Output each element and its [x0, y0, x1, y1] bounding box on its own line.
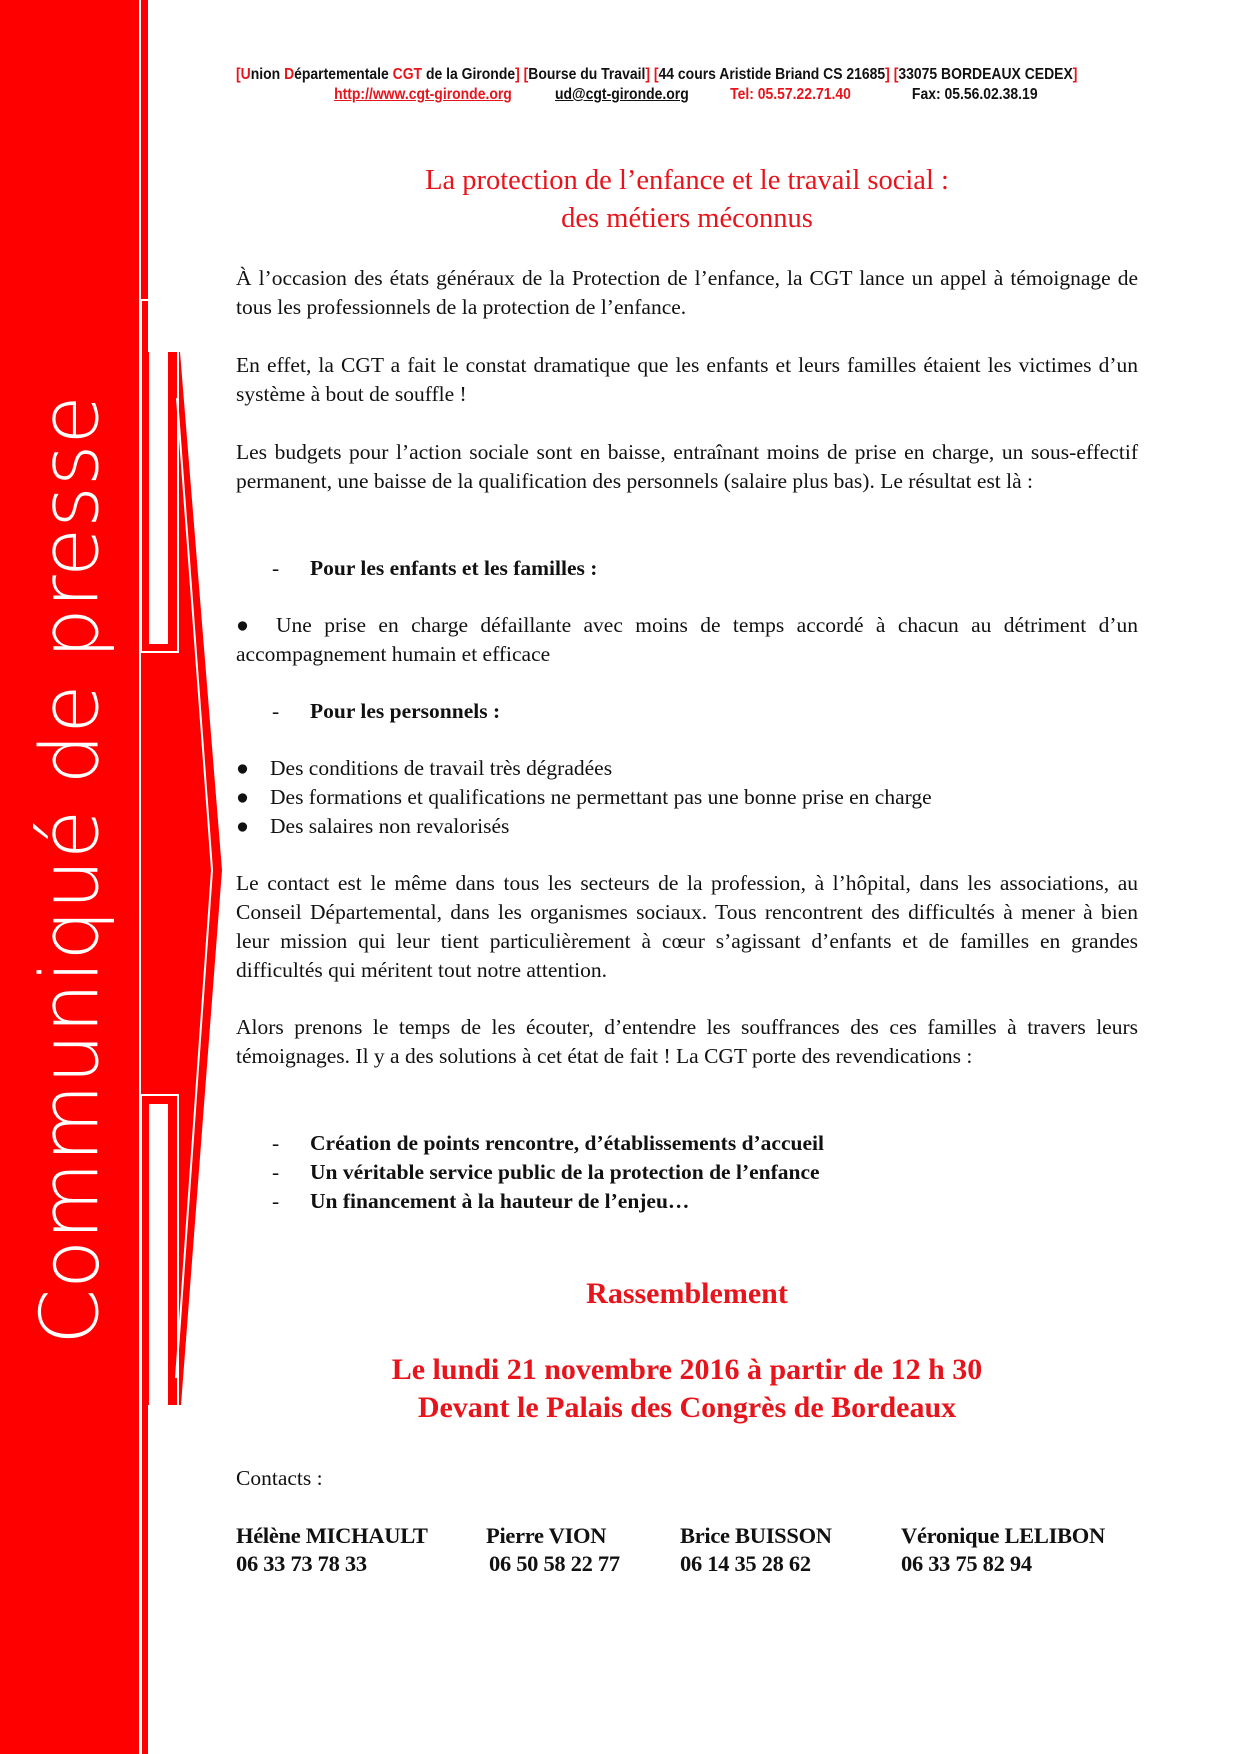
- contact-phone: 06 33 75 82 94: [901, 1551, 1032, 1576]
- contact-name: Véronique LELIBON: [901, 1523, 1105, 1548]
- website-link[interactable]: http://www.cgt-gironde.org: [334, 86, 512, 103]
- contact-name: Brice BUISSON: [680, 1523, 832, 1548]
- paragraph-finding: En effet, la CGT a fait le constat dramatique que les enfants et leurs familles étaient les victimes d’un système à bout de souffle !: [236, 353, 1138, 406]
- bullet-icon: ●: [236, 785, 249, 809]
- bullet-item: ● Des salaires non revalorisés: [236, 812, 509, 841]
- organization-contacts: [236, 86, 1082, 104]
- contact-phone: 06 14 35 28 62: [680, 1551, 811, 1576]
- contact-card: [901, 1522, 1105, 1578]
- paragraph-budgets: Les budgets pour l’action sociale sont en baisse, entraînant moins de prise en charge, un sous-effectif permanent, une baisse de la qualification des personnels (salaire plus bas). Le résultat est là :: [236, 440, 1138, 493]
- contact-card: [236, 1522, 428, 1578]
- organization-address: [Union Départementale CGT de la Gironde] [Bourse du Travail] [44 cours Aristide Briand CS 21685] [33075 BORDEAUX CEDEX]: [236, 66, 1078, 83]
- top-window: [149, 300, 168, 644]
- contact-card: [680, 1522, 832, 1578]
- phone-number: Tel: 05.57.22.71.40: [730, 86, 851, 103]
- demand-item: - Un financement à la hauteur de l’enjeu…: [272, 1189, 690, 1213]
- contact-name: Hélène MICHAULT: [236, 1523, 428, 1548]
- paragraph-context: Le contact est le même dans tous les secteurs de la profession, à l’hôpital, dans les associations, au Conseil Départemental, dans les organismes sociaux. Tous rencontrent des difficultés à mener à bien leur mission qui leur tient particulièrement à cœur s’agissant d’enfants et de familles en grandes difficultés qui méritent tout notre attention.: [236, 871, 1138, 982]
- bullet-icon: ●: [236, 613, 249, 637]
- fax-number: Fax: 05.56.02.38.19: [911, 86, 1038, 103]
- bullet-icon: ●: [236, 814, 249, 838]
- press-release-vertical-label: Communiqué de presse: [23, 395, 117, 1345]
- email-link[interactable]: ud@cgt-gironde.org: [555, 86, 689, 103]
- contacts-label: Contacts :: [236, 1466, 323, 1490]
- page-title: La protection de l’enfance et le travail social : des métiers méconnus: [425, 165, 949, 234]
- demand-item: - Un véritable service public de la protection de l’enfance: [272, 1160, 820, 1184]
- event-heading: Rassemblement: [586, 1277, 788, 1310]
- paragraph-intro: À l’occasion des états généraux de la Protection de l’enfance, la CGT lance un appel à témoignage de tous les professionnels de la protection de l’enfance.: [236, 266, 1138, 319]
- bullet-item: ● Des formations et qualifications ne permettant pas une bonne prise en charge: [236, 783, 932, 812]
- contact-phone: 06 33 73 78 33: [236, 1551, 367, 1576]
- contact-phone: 06 50 58 22 77: [489, 1551, 620, 1576]
- event-location: Devant le Palais des Congrès de Bordeaux: [417, 1391, 957, 1424]
- bullet-icon: ●: [236, 756, 249, 780]
- bullet-item: ● Une prise en charge défaillante avec moins de temps accordé à chacun au détriment d’un accompagnement humain et efficace: [236, 613, 1138, 666]
- demand-item: - Création de points rencontre, d’établissements d’accueil: [272, 1131, 824, 1155]
- organization-header: [236, 66, 1082, 104]
- section-heading-staff: - Pour les personnels :: [272, 699, 501, 723]
- contact-name: Pierre VION: [486, 1523, 607, 1548]
- bullet-item: ● Des conditions de travail très dégradées: [236, 754, 612, 783]
- bottom-window: [149, 1104, 168, 1754]
- event-date: Le lundi 21 novembre 2016 à partir de 12 h 30: [391, 1353, 983, 1386]
- paragraph-call: Alors prenons le temps de les écouter, d’entendre les souffrances des ces familles à travers leurs témoignages. Il y a des solutions à cet état de fait ! La CGT porte des revendications :: [236, 1015, 1138, 1068]
- section-heading-children: - Pour les enfants et les familles :: [272, 556, 598, 580]
- contact-card: [486, 1522, 620, 1578]
